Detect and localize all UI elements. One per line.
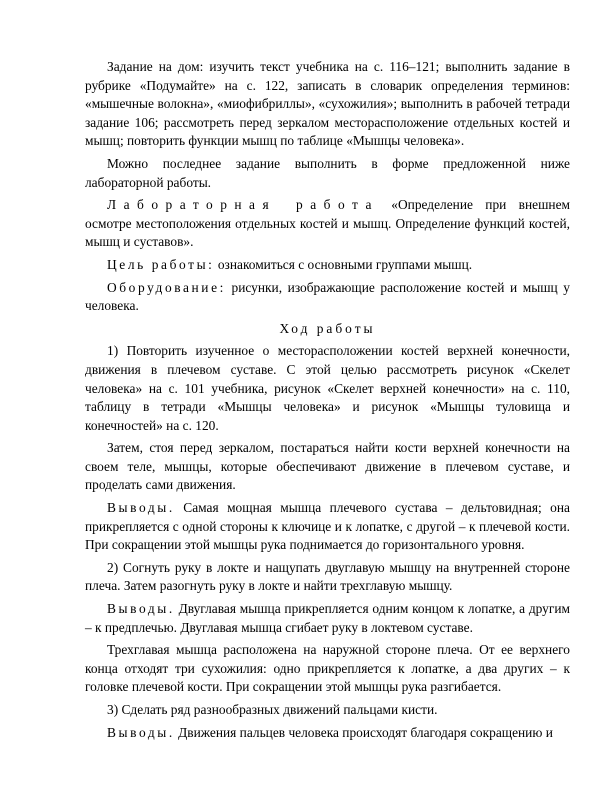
conclusion-label: Выводы.: [107, 500, 175, 516]
step-1-paragraph: 1) Повторить изученное о месторасположении костей верхней конечности, движения в плечевом суставе. С этой целью рассмотреть рисунок «Скелет человека» на с. 101 учебника, рисунок «Скелет верхней конечности» на с. 110, таблицу в тетради «Мышцы человека» и рисунок «Мышцы туловища и конечностей» на с. 120.: [85, 343, 570, 433]
conclusion-label: Выводы.: [107, 601, 175, 617]
conclusion-3-text: Движения пальцев человека происходят благодаря сокращению и: [174, 724, 553, 740]
conclusion-3-paragraph: [85, 724, 570, 743]
equipment-label: Оборудование:: [107, 279, 226, 295]
note-paragraph: Можно последнее задание выполнить в форме предложенной ниже лабораторной работы.: [85, 155, 570, 190]
document-body: [85, 58, 570, 746]
step-2-followup-paragraph: Трехглавая мышца расположена на наружной стороне плеча. От ее верхнего конца отходят три сухожилия: одно прикрепляется к лопатке, а два других – к головке плечевой кости. При сокращении этой мышцы рука разгибается.: [85, 642, 570, 695]
procedure-heading: Ход работы: [279, 320, 376, 336]
step-3-paragraph: 3) Сделать ряд разнообразных движений пальцами кисти.: [107, 702, 438, 717]
step-2-paragraph: 2) Согнуть руку в локте и нащупать двуглавую мышцу на внутренней стороне плеча. Затем разогнуть руку в локте и найти трехглавую мышцу.: [85, 559, 570, 594]
homework-paragraph: Задание на дом: изучить текст учебника на с. 116–121; выполнить задание в рубрике «Подумайте» на с. 122, записать в словарик определения терминов: «мышечные волокна», «миофибриллы», «сухожилия»; выполнить в рабочей тетради задание 106; рассмотреть перед зеркалом месторасположение отдельных костей и мышц; повторить функции мышц по таблице «Мышцы человека».: [85, 59, 570, 149]
step-1-followup-paragraph: Затем, стоя перед зеркалом, постараться найти кости верхней конечности на своем теле, мышцы, которые обеспечивают движение в плечевом суставе, и проделать сами движения.: [85, 440, 570, 493]
conclusion-2-text: Двуглавая мышца прикрепляется одним концом к лопатке, а другим – к предплечью. Двуглавая мышца сгибает руку в локтевом суставе.: [85, 601, 570, 635]
conclusion-1-text: Самая мощная мышца плечевого сустава – дельтовидная; она прикрепляется с одной стороны к ключице и к лопатке, с другой – к плечевой кости. При сокращении этой мышцы рука поднимается до горизонтального уровня.: [85, 500, 570, 553]
conclusion-1-paragraph: [85, 499, 570, 555]
conclusion-2-paragraph: [85, 600, 570, 637]
goal-paragraph: [85, 256, 570, 275]
lab-title-text: «Определение при внешнем осмотре местоположения отдельных костей и мышц. Определение функций костей, мышц и суставов».: [85, 197, 570, 250]
equipment-paragraph: [85, 279, 570, 316]
lab-label: Лабораторная работа: [107, 197, 379, 213]
lab-title-paragraph: [85, 196, 570, 252]
goal-text: ознакомиться с основными группами мышц.: [214, 256, 473, 272]
equipment-text: рисунки, изображающие расположение костей и мышц у человека.: [85, 279, 570, 314]
goal-label: Цель работы:: [107, 256, 215, 272]
conclusion-label: Выводы.: [107, 724, 175, 740]
